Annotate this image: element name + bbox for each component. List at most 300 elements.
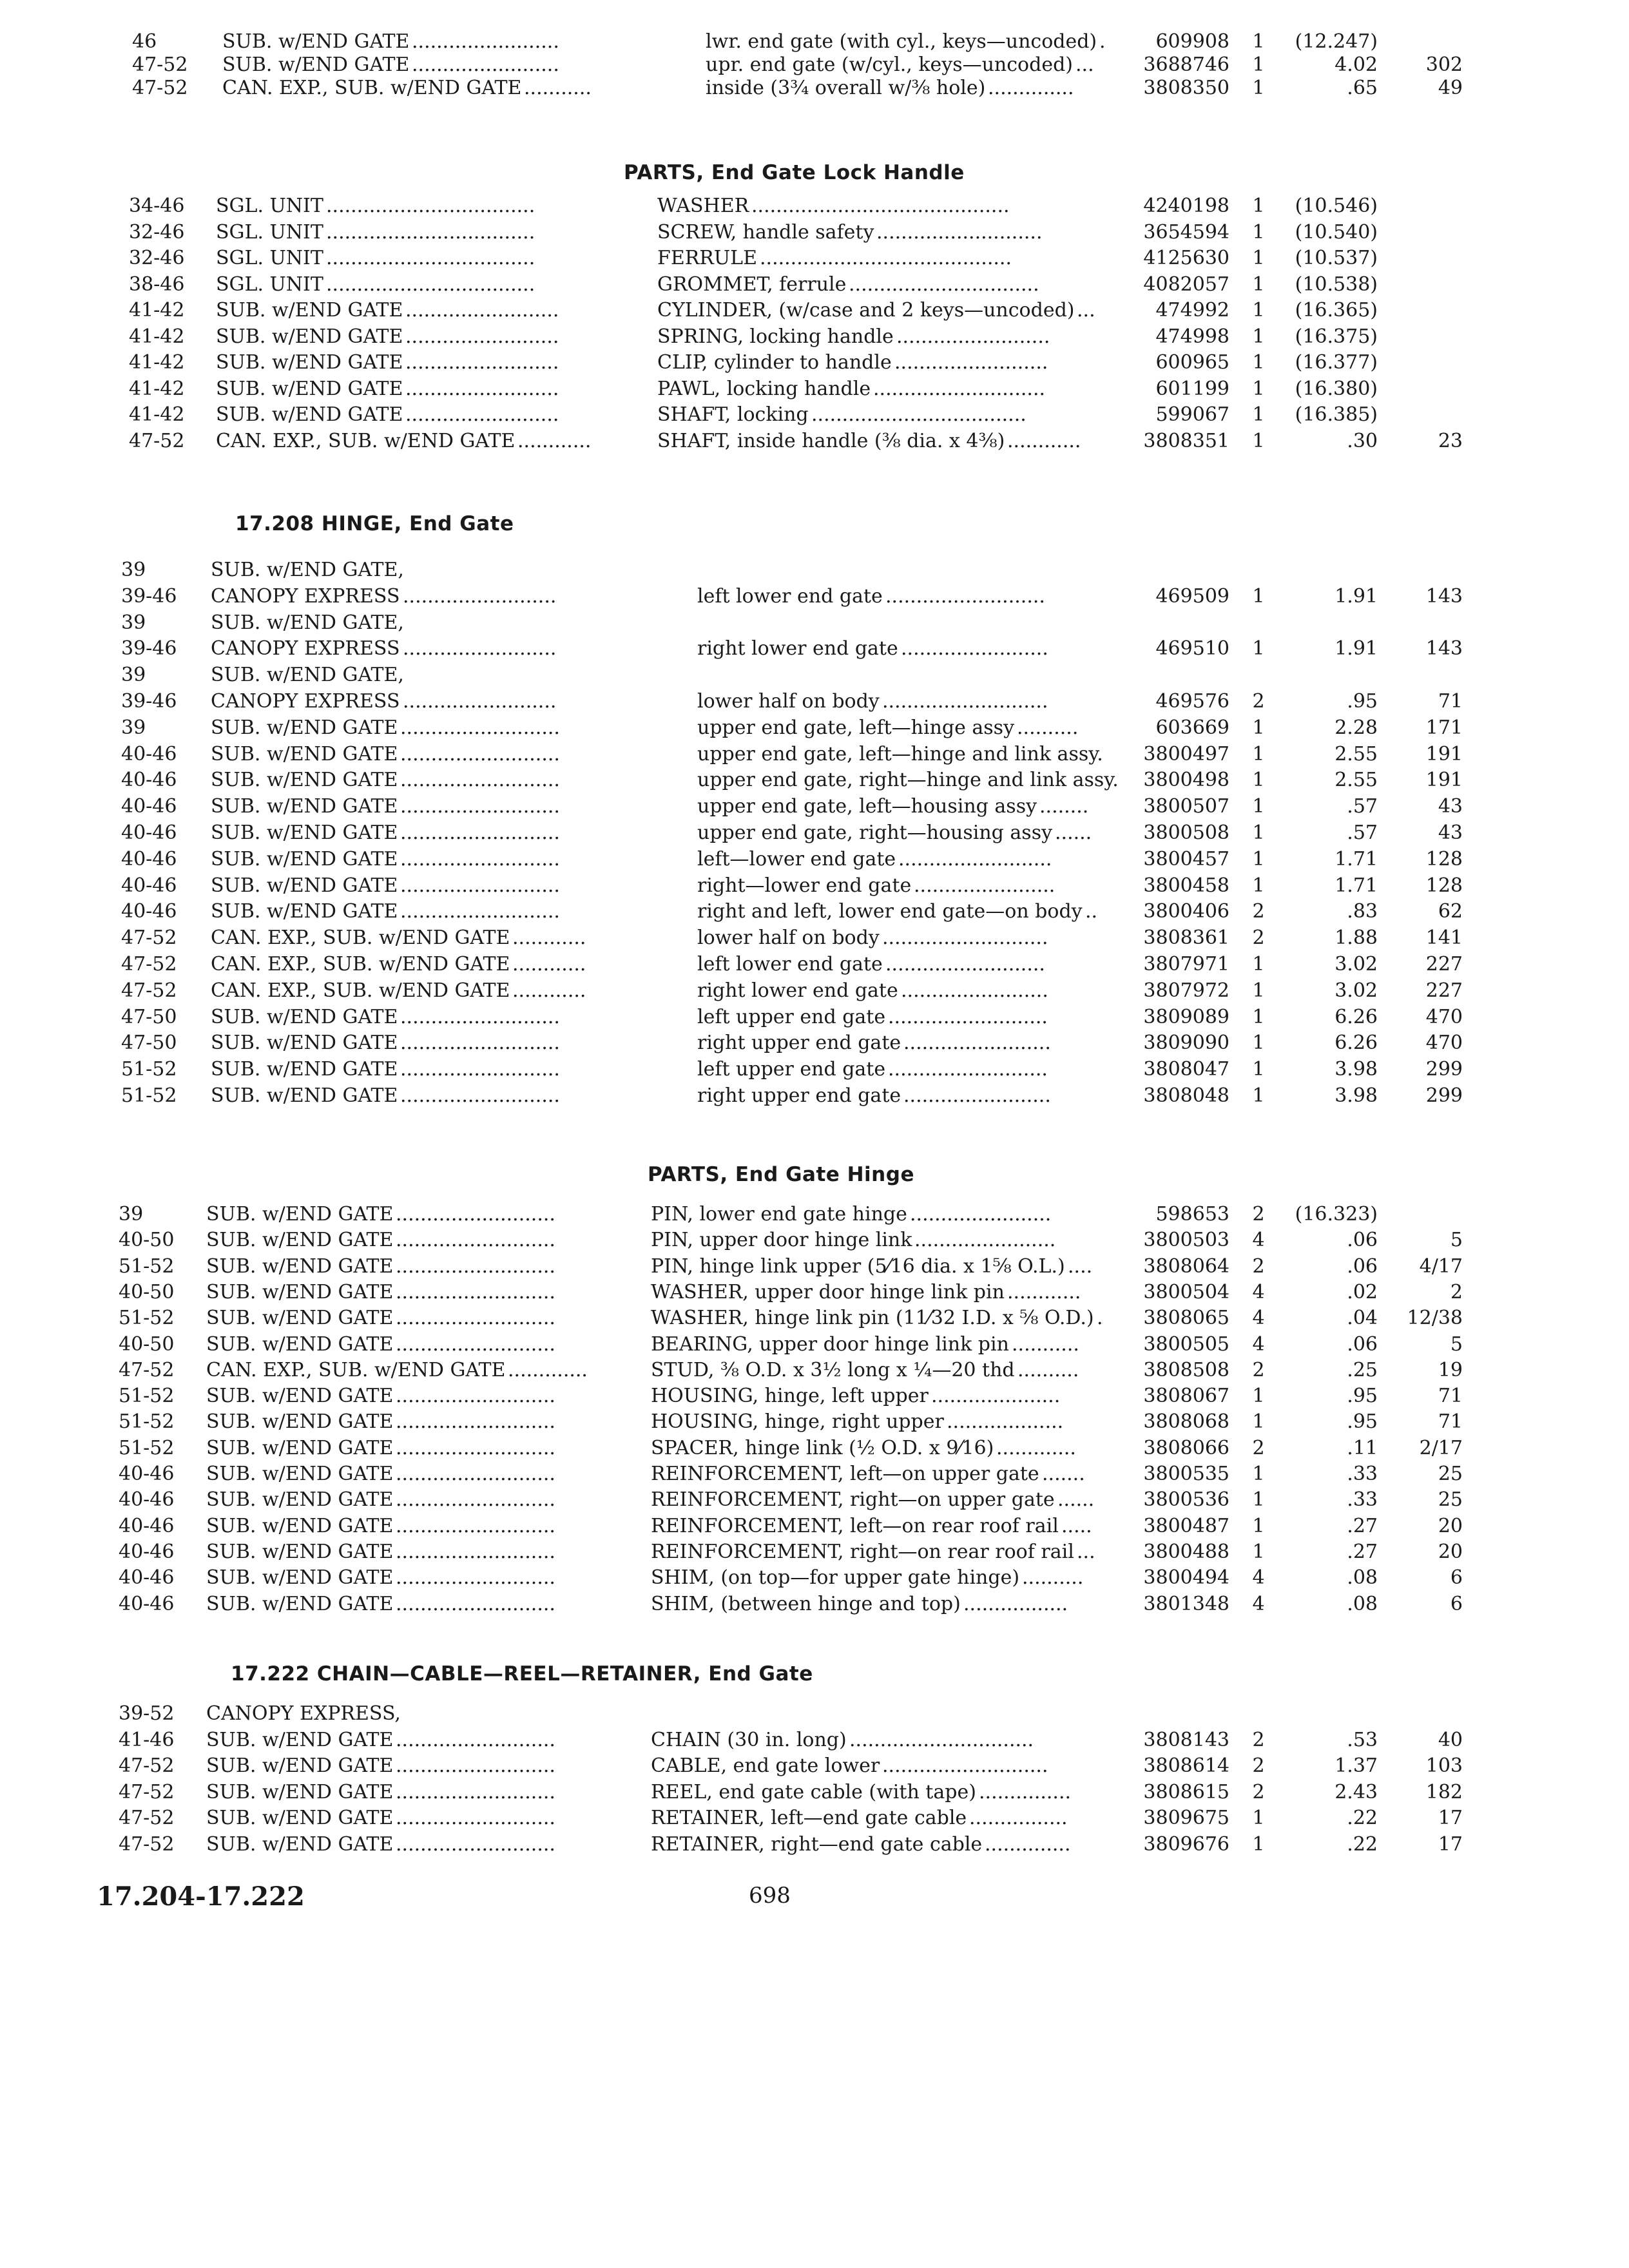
- parts-row: [0, 1409, 1629, 1435]
- row-years: 40-50: [119, 1229, 175, 1252]
- row-years: 34-46: [129, 195, 185, 217]
- row-price: (16.365): [1295, 299, 1378, 322]
- description-dot-leader: ..........................: [885, 584, 1045, 608]
- row-years: 47-52: [121, 953, 177, 975]
- parts-row: [0, 1487, 1629, 1513]
- description-dot-leader: ........................: [903, 1084, 1051, 1107]
- row-years: 41-42: [129, 299, 185, 322]
- row-price: 6.26: [1335, 1005, 1378, 1028]
- row-quantity: 1: [1252, 953, 1265, 975]
- row-weight: 49: [1438, 77, 1463, 99]
- parts-row: [0, 1332, 1629, 1358]
- row-part-number: 3800535: [1143, 1463, 1229, 1485]
- description-dot-leader: ..........................................: [751, 195, 1010, 217]
- row-model: SUB. w/END GATE: [222, 30, 410, 53]
- row-part-number: 3809089: [1143, 1005, 1229, 1028]
- row-part-number: 3808351: [1143, 429, 1229, 452]
- row-part-number: 469509: [1155, 584, 1229, 608]
- row-years: 40-46: [121, 847, 177, 870]
- row-price: .57: [1347, 822, 1378, 844]
- model-dot-leader: ..........................: [400, 742, 560, 765]
- row-quantity: 1: [1252, 742, 1265, 765]
- row-quantity: 4: [1252, 1592, 1265, 1615]
- parts-row: [0, 925, 1629, 951]
- row-weight: 302: [1425, 53, 1463, 76]
- row-model: SUB. w/END GATE: [211, 1032, 398, 1055]
- row-part-number: 3808047: [1143, 1058, 1229, 1081]
- row-part-number: 3800494: [1143, 1566, 1229, 1590]
- row-part-number: 3808064: [1143, 1254, 1229, 1278]
- row-price: .08: [1347, 1566, 1378, 1590]
- row-part-number: 3800488: [1143, 1540, 1229, 1563]
- row-weight: 2: [1450, 1280, 1463, 1303]
- row-quantity: 1: [1252, 874, 1265, 897]
- parts-row: [0, 557, 1629, 583]
- model-dot-leader: ........................: [412, 53, 559, 76]
- row-quantity: 1: [1252, 273, 1265, 296]
- row-part-number: 3809676: [1143, 1832, 1229, 1856]
- model-dot-leader: ..........................: [396, 1488, 555, 1512]
- row-years: 47-52: [119, 1754, 175, 1777]
- parts-row: [0, 767, 1629, 793]
- parts-row: [0, 350, 1629, 376]
- parts-row: [0, 1358, 1629, 1383]
- row-weight: 62: [1438, 900, 1463, 923]
- row-price: 1.91: [1335, 584, 1378, 608]
- model-dot-leader: ........................: [412, 30, 559, 53]
- description-dot-leader: .............: [996, 1436, 1076, 1459]
- parts-row: [0, 1591, 1629, 1617]
- row-years: 47-52: [119, 1780, 175, 1803]
- description-dot-leader: ..: [1085, 900, 1098, 923]
- row-weight: 470: [1425, 1005, 1463, 1028]
- row-years: 40-46: [121, 795, 177, 818]
- row-price: .33: [1347, 1463, 1378, 1485]
- description-dot-leader: ..........................: [885, 953, 1045, 975]
- row-part-number: 3809675: [1143, 1807, 1229, 1829]
- parts-row: [0, 899, 1629, 925]
- page-number: 698: [749, 1883, 791, 1908]
- row-model: CAN. EXP., SUB. w/END GATE: [211, 979, 510, 1002]
- row-model: SUB. w/END GATE: [206, 1463, 394, 1485]
- row-description: WASHER: [657, 195, 749, 217]
- model-dot-leader: ............: [512, 953, 586, 975]
- row-part-number: 3801348: [1143, 1592, 1229, 1615]
- model-dot-leader: ..........................: [400, 847, 560, 870]
- row-weight: 23: [1438, 429, 1463, 452]
- parts-row: [0, 873, 1629, 899]
- row-quantity: 1: [1252, 299, 1265, 322]
- row-price: 2.28: [1335, 716, 1378, 739]
- model-dot-leader: ..........................: [400, 716, 560, 739]
- row-quantity: 1: [1252, 195, 1265, 217]
- model-dot-leader: ..........................: [396, 1229, 555, 1252]
- parts-row: [0, 75, 1629, 101]
- row-price: .25: [1347, 1358, 1378, 1381]
- row-description: SHIM, (between hinge and top): [651, 1592, 961, 1615]
- row-quantity: 1: [1252, 377, 1265, 400]
- description-dot-leader: ...: [1077, 299, 1095, 322]
- row-description: left upper end gate: [697, 1058, 886, 1081]
- row-part-number: 3800458: [1143, 874, 1229, 897]
- description-dot-leader: .: [1097, 1307, 1103, 1330]
- section-heading: PARTS, End Gate Hinge: [648, 1163, 914, 1186]
- parts-row: [0, 952, 1629, 977]
- row-price: .11: [1347, 1436, 1378, 1459]
- row-price: 1.37: [1335, 1754, 1378, 1777]
- row-description: upr. end gate (w/cyl., keys—uncoded): [706, 53, 1073, 76]
- row-description: PIN, hinge link upper (5⁄16 dia. x 1⅝ O.L.): [651, 1254, 1065, 1278]
- row-quantity: 1: [1252, 1084, 1265, 1107]
- row-model: CANOPY EXPRESS,: [206, 1702, 401, 1725]
- row-part-number: 3808068: [1143, 1410, 1229, 1434]
- row-quantity: 4: [1252, 1280, 1265, 1303]
- row-model: SUB. w/END GATE: [206, 1566, 394, 1590]
- row-price: .02: [1347, 1280, 1378, 1303]
- row-price: 1.91: [1335, 637, 1378, 660]
- row-years: 46: [132, 30, 157, 53]
- parts-row: [0, 1805, 1629, 1831]
- parts-row: [0, 428, 1629, 454]
- row-weight: 43: [1438, 795, 1463, 818]
- row-model: SUB. w/END GATE: [211, 900, 398, 923]
- row-price: .06: [1347, 1254, 1378, 1278]
- row-years: 47-52: [119, 1832, 175, 1856]
- row-price: 6.26: [1335, 1032, 1378, 1055]
- row-quantity: 1: [1252, 769, 1265, 792]
- parts-row: [0, 1383, 1629, 1409]
- parts-row: [0, 29, 1629, 55]
- row-weight: 25: [1438, 1488, 1463, 1512]
- parts-row: [0, 1083, 1629, 1109]
- row-price: .30: [1347, 429, 1378, 452]
- row-years: 41-42: [129, 403, 185, 426]
- row-model: SUB. w/END GATE: [206, 1728, 394, 1751]
- description-dot-leader: ..........................: [888, 1058, 1048, 1081]
- parts-row: [0, 1004, 1629, 1030]
- row-quantity: 1: [1252, 795, 1265, 818]
- row-description: SHIM, (on top—for upper gate hinge): [651, 1566, 1020, 1590]
- row-years: 41-42: [129, 377, 185, 400]
- row-years: 40-46: [119, 1566, 175, 1590]
- parts-row: [0, 1436, 1629, 1461]
- row-quantity: 1: [1252, 429, 1265, 452]
- row-model: SUB. w/END GATE: [206, 1203, 394, 1225]
- parts-row: [0, 1461, 1629, 1487]
- description-dot-leader: .......................: [914, 1229, 1056, 1252]
- row-description: left lower end gate: [697, 584, 883, 608]
- row-quantity: 1: [1252, 1807, 1265, 1829]
- description-dot-leader: .....: [1061, 1514, 1092, 1537]
- row-years: 39: [121, 559, 146, 581]
- row-model: SUB. w/END GATE: [216, 377, 403, 400]
- row-price: 3.98: [1335, 1058, 1378, 1081]
- row-part-number: 3808615: [1143, 1780, 1229, 1803]
- row-model: SUB. w/END GATE: [206, 1807, 394, 1829]
- row-model: SUB. w/END GATE: [216, 299, 403, 322]
- row-part-number: 3808508: [1143, 1358, 1229, 1381]
- row-description: right and left, lower end gate—on body: [697, 900, 1083, 923]
- description-dot-leader: ........................: [901, 637, 1048, 660]
- model-dot-leader: .........................: [403, 637, 557, 660]
- row-price: 3.02: [1335, 953, 1378, 975]
- description-dot-leader: ........: [1039, 795, 1089, 818]
- row-description: REINFORCEMENT, right—on rear roof rail: [651, 1540, 1074, 1563]
- description-dot-leader: .................: [963, 1592, 1068, 1615]
- row-part-number: 474998: [1155, 325, 1229, 348]
- row-description: upper end gate, left—hinge assy: [697, 716, 1015, 739]
- row-price: (10.538): [1295, 273, 1378, 296]
- model-dot-leader: ..........................: [396, 1566, 555, 1590]
- model-dot-leader: ..........................: [400, 1032, 560, 1055]
- description-dot-leader: ..........: [1017, 1358, 1079, 1381]
- model-dot-leader: ..........................: [400, 900, 560, 923]
- row-part-number: 469576: [1155, 690, 1229, 713]
- row-weight: 5: [1450, 1332, 1463, 1356]
- row-description: FERRULE: [657, 247, 757, 269]
- row-model: SUB. w/END GATE: [211, 742, 398, 765]
- row-price: .22: [1347, 1807, 1378, 1829]
- description-dot-leader: .: [1099, 30, 1106, 53]
- description-dot-leader: ..............................: [849, 1728, 1034, 1751]
- parts-row: [0, 1057, 1629, 1082]
- description-dot-leader: ........................: [903, 1032, 1051, 1055]
- model-dot-leader: ..........................: [400, 1005, 560, 1028]
- row-description: BEARING, upper door hinge link pin: [651, 1332, 1009, 1356]
- row-description: SPRING, locking handle: [657, 325, 894, 348]
- row-description: left lower end gate: [697, 953, 883, 975]
- description-dot-leader: .......: [1042, 1463, 1085, 1485]
- row-quantity: 1: [1252, 1005, 1265, 1028]
- row-model: SUB. w/END GATE: [222, 53, 410, 76]
- model-dot-leader: ..........................: [400, 874, 560, 897]
- row-quantity: 1: [1252, 403, 1265, 426]
- row-model: CANOPY EXPRESS: [211, 690, 400, 713]
- row-quantity: 2: [1252, 1358, 1265, 1381]
- model-dot-leader: ..........................: [396, 1436, 555, 1459]
- row-weight: 191: [1425, 769, 1463, 792]
- row-part-number: 3800507: [1143, 795, 1229, 818]
- row-years: 41-42: [129, 351, 185, 374]
- row-model: CAN. EXP., SUB. w/END GATE: [222, 77, 522, 99]
- row-part-number: 600965: [1155, 351, 1229, 374]
- row-description: right lower end gate: [697, 637, 898, 660]
- row-description: SHAFT, locking: [657, 403, 809, 426]
- row-weight: 191: [1425, 742, 1463, 765]
- model-dot-leader: .........................: [405, 351, 559, 374]
- row-part-number: 601199: [1155, 377, 1229, 400]
- row-description: lower half on body: [697, 690, 880, 713]
- row-years: 39-46: [121, 690, 177, 713]
- model-dot-leader: ............: [512, 927, 586, 950]
- row-quantity: 2: [1252, 1754, 1265, 1777]
- row-part-number: 3800487: [1143, 1514, 1229, 1537]
- description-dot-leader: .......................: [910, 1203, 1052, 1225]
- description-dot-leader: ...........................: [882, 690, 1048, 713]
- row-part-number: 3808048: [1143, 1084, 1229, 1107]
- row-price: .08: [1347, 1592, 1378, 1615]
- model-dot-leader: ..........................: [396, 1780, 555, 1803]
- row-years: 40-50: [119, 1332, 175, 1356]
- row-quantity: 1: [1252, 351, 1265, 374]
- description-dot-leader: .......................: [914, 874, 1055, 897]
- row-quantity: 1: [1252, 716, 1265, 739]
- row-description: WASHER, hinge link pin (11⁄32 I.D. x ⅝ O.D.): [651, 1307, 1094, 1330]
- row-price: .27: [1347, 1540, 1378, 1563]
- row-quantity: 1: [1252, 220, 1265, 244]
- row-weight: 182: [1425, 1780, 1463, 1803]
- description-dot-leader: ...............: [979, 1780, 1072, 1803]
- row-years: 40-46: [119, 1514, 175, 1537]
- row-weight: 299: [1425, 1058, 1463, 1081]
- row-model: CAN. EXP., SUB. w/END GATE: [216, 429, 516, 452]
- row-years: 39: [121, 716, 146, 739]
- row-years: 40-46: [121, 900, 177, 923]
- row-years: 40-46: [121, 822, 177, 844]
- section-heading: PARTS, End Gate Lock Handle: [624, 161, 965, 184]
- row-part-number: 3808614: [1143, 1754, 1229, 1777]
- parts-row: [0, 610, 1629, 636]
- row-model: CAN. EXP., SUB. w/END GATE: [211, 927, 510, 950]
- row-quantity: 1: [1252, 822, 1265, 844]
- row-weight: 299: [1425, 1084, 1463, 1107]
- row-model: CANOPY EXPRESS: [211, 637, 400, 660]
- parts-row: [0, 1514, 1629, 1539]
- row-model: SUB. w/END GATE: [211, 716, 398, 739]
- row-part-number: 4240198: [1143, 195, 1229, 217]
- row-years: 51-52: [119, 1410, 175, 1434]
- row-years: 47-50: [121, 1005, 177, 1028]
- parts-row: [0, 662, 1629, 688]
- row-quantity: 1: [1252, 1832, 1265, 1856]
- row-description: STUD, ⅜ O.D. x 3½ long x ¼—20 thd: [651, 1358, 1015, 1381]
- row-weight: 128: [1425, 874, 1463, 897]
- row-quantity: 1: [1252, 1410, 1265, 1434]
- row-description: CABLE, end gate lower: [651, 1754, 880, 1777]
- row-price: (16.323): [1295, 1203, 1378, 1225]
- row-years: 40-46: [119, 1540, 175, 1563]
- row-price: .27: [1347, 1514, 1378, 1537]
- description-dot-leader: ............: [1007, 429, 1081, 452]
- row-model: SUB. w/END GATE: [206, 1280, 394, 1303]
- row-weight: 143: [1425, 637, 1463, 660]
- row-price: 1.71: [1335, 847, 1378, 870]
- model-dot-leader: ..................................: [326, 220, 535, 244]
- row-weight: 71: [1438, 1410, 1463, 1434]
- description-dot-leader: ...: [1077, 1540, 1095, 1563]
- description-dot-leader: ...................: [947, 1410, 1064, 1434]
- row-part-number: 599067: [1155, 403, 1229, 426]
- row-model: SUB. w/END GATE: [216, 325, 403, 348]
- parts-row: [0, 193, 1629, 219]
- row-model: SUB. w/END GATE: [206, 1385, 394, 1408]
- row-part-number: 603669: [1155, 716, 1229, 739]
- row-model: SUB. w/END GATE: [206, 1332, 394, 1356]
- row-model: SUB. w/END GATE: [206, 1780, 394, 1803]
- row-part-number: 3808361: [1143, 927, 1229, 950]
- parts-row: [0, 636, 1629, 662]
- model-dot-leader: ............: [512, 979, 586, 1002]
- row-weight: 40: [1438, 1728, 1463, 1751]
- row-quantity: 2: [1252, 900, 1265, 923]
- row-weight: 227: [1425, 979, 1463, 1002]
- model-dot-leader: ..........................: [400, 795, 560, 818]
- model-dot-leader: .........................: [405, 325, 559, 348]
- row-years: 40-50: [119, 1280, 175, 1303]
- model-dot-leader: ..........................: [400, 822, 560, 844]
- model-dot-leader: ............: [517, 429, 592, 452]
- row-weight: 6: [1450, 1592, 1463, 1615]
- section-range: 17.204-17.222: [97, 1881, 305, 1912]
- row-quantity: 2: [1252, 1780, 1265, 1803]
- row-part-number: 3808065: [1143, 1307, 1229, 1330]
- row-quantity: 1: [1252, 1488, 1265, 1512]
- row-description: SHAFT, inside handle (⅜ dia. x 4⅜): [657, 429, 1005, 452]
- row-description: REINFORCEMENT, left—on upper gate: [651, 1463, 1039, 1485]
- row-description: upper end gate, right—housing assy: [697, 822, 1053, 844]
- row-model: CAN. EXP., SUB. w/END GATE: [211, 953, 510, 975]
- row-description: left upper end gate: [697, 1005, 886, 1028]
- row-model: SUB. w/END GATE: [206, 1754, 394, 1777]
- parts-row: [0, 298, 1629, 323]
- row-weight: 25: [1438, 1463, 1463, 1485]
- row-model: SUB. w/END GATE: [216, 351, 403, 374]
- row-part-number: 3654594: [1143, 220, 1229, 244]
- row-part-number: 3688746: [1143, 53, 1229, 76]
- row-years: 39: [119, 1203, 144, 1225]
- parts-row: [0, 847, 1629, 872]
- row-part-number: 3809090: [1143, 1032, 1229, 1055]
- model-dot-leader: ..........................: [400, 1084, 560, 1107]
- row-quantity: 1: [1252, 53, 1265, 76]
- row-weight: 71: [1438, 690, 1463, 713]
- row-quantity: 1: [1252, 1463, 1265, 1485]
- model-dot-leader: ..........................: [396, 1514, 555, 1537]
- parts-row: [0, 1280, 1629, 1305]
- row-description: CHAIN (30 in. long): [651, 1728, 847, 1751]
- row-price: .95: [1347, 1385, 1378, 1408]
- parts-row: [0, 742, 1629, 767]
- parts-row: [0, 245, 1629, 271]
- row-model: SUB. w/END GATE: [206, 1410, 394, 1434]
- row-weight: 12/38: [1407, 1307, 1463, 1330]
- parts-row: [0, 1202, 1629, 1227]
- parts-row: [0, 52, 1629, 78]
- row-price: .95: [1347, 690, 1378, 713]
- model-dot-leader: .............: [508, 1358, 588, 1381]
- row-description: lwr. end gate (with cyl., keys—uncoded): [706, 30, 1097, 53]
- description-dot-leader: ..............: [988, 77, 1074, 99]
- description-dot-leader: ...................................: [811, 403, 1027, 426]
- row-model: SUB. w/END GATE: [211, 822, 398, 844]
- row-part-number: 3808066: [1143, 1436, 1229, 1459]
- row-description: REINFORCEMENT, left—on rear roof rail: [651, 1514, 1059, 1537]
- row-part-number: 598653: [1155, 1203, 1229, 1225]
- row-years: 40-46: [121, 874, 177, 897]
- row-description: PAWL, locking handle: [657, 377, 871, 400]
- row-model: SUB. w/END GATE: [206, 1254, 394, 1278]
- row-description: upper end gate, right—hinge and link assy.: [697, 769, 1119, 792]
- row-quantity: 1: [1252, 30, 1265, 53]
- row-years: 41-46: [119, 1728, 175, 1751]
- row-weight: 141: [1425, 927, 1463, 950]
- row-years: 39-46: [121, 637, 177, 660]
- row-years: 47-52: [121, 979, 177, 1002]
- row-quantity: 1: [1252, 584, 1265, 608]
- parts-row: [0, 272, 1629, 298]
- parts-row: [0, 402, 1629, 428]
- parts-row: [0, 1539, 1629, 1565]
